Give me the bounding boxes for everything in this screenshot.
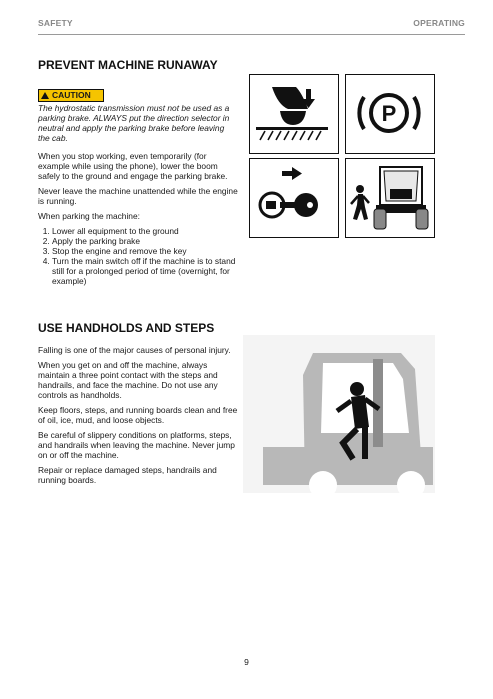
- paragraph: Keep floors, steps, and running boards clean and free of oil, ice, mud, and loose objects.: [38, 405, 238, 425]
- operator-climbing-cab-icon: [243, 335, 435, 493]
- section1-body: [38, 103, 238, 286]
- paragraph: Be careful of slippery conditions on platforms, steps, and handrails when leaving the machine. Never jump on or off the machine.: [38, 430, 235, 460]
- header-chapter-label: OPERATING: [413, 18, 465, 28]
- section2-body: [38, 345, 238, 490]
- header-section-label: SAFETY: [38, 18, 73, 28]
- paragraph: When parking the machine:: [38, 211, 140, 221]
- caution-text: The hydrostatic transmission must not be used as a parking brake. ALWAYS put the direction selector in neutral and apply the parking brake before leaving the cab.: [38, 103, 230, 143]
- caution-badge: [38, 89, 104, 102]
- parking-steps-list: [38, 226, 238, 286]
- paragraph: Repair or replace damaged steps, handrails and running boards.: [38, 465, 217, 485]
- list-item: 4. Turn the main switch off if the machine is to stand still for a prolonged period of time (overnight, for example): [52, 256, 238, 286]
- paragraph: Falling is one of the major causes of personal injury.: [38, 345, 231, 355]
- page-header: [38, 18, 465, 35]
- bucket-lowered-icon: [249, 74, 339, 154]
- list-item: 2. Apply the parking brake: [52, 236, 238, 246]
- paragraph: Never leave the machine unattended while the engine is running.: [38, 186, 238, 206]
- section-title-runaway: PREVENT MACHINE RUNAWAY: [38, 58, 218, 72]
- operator-leaving-machine-icon: [345, 158, 435, 238]
- paragraph: When you get on and off the machine, always maintain a three point contact with the steps and handrails, and face the machine. Do not use any controls as handholds.: [38, 360, 218, 400]
- list-item: 3. Stop the engine and remove the key: [52, 246, 238, 256]
- list-item: 1. Lower all equipment to the ground: [52, 226, 238, 236]
- page-number: 9: [244, 657, 249, 667]
- caution-label: CAUTION: [52, 90, 91, 100]
- svg-text:P: P: [381, 101, 397, 126]
- paragraph: When you stop working, even temporarily (for example while using the phone), lower the boom safely to the ground and engage the parking brake.: [38, 151, 228, 181]
- warning-triangle-icon: [41, 92, 49, 99]
- parking-brake-icon: [345, 74, 435, 154]
- key-removal-icon: [249, 158, 339, 238]
- section-title-handholds: USE HANDHOLDS AND STEPS: [38, 321, 215, 335]
